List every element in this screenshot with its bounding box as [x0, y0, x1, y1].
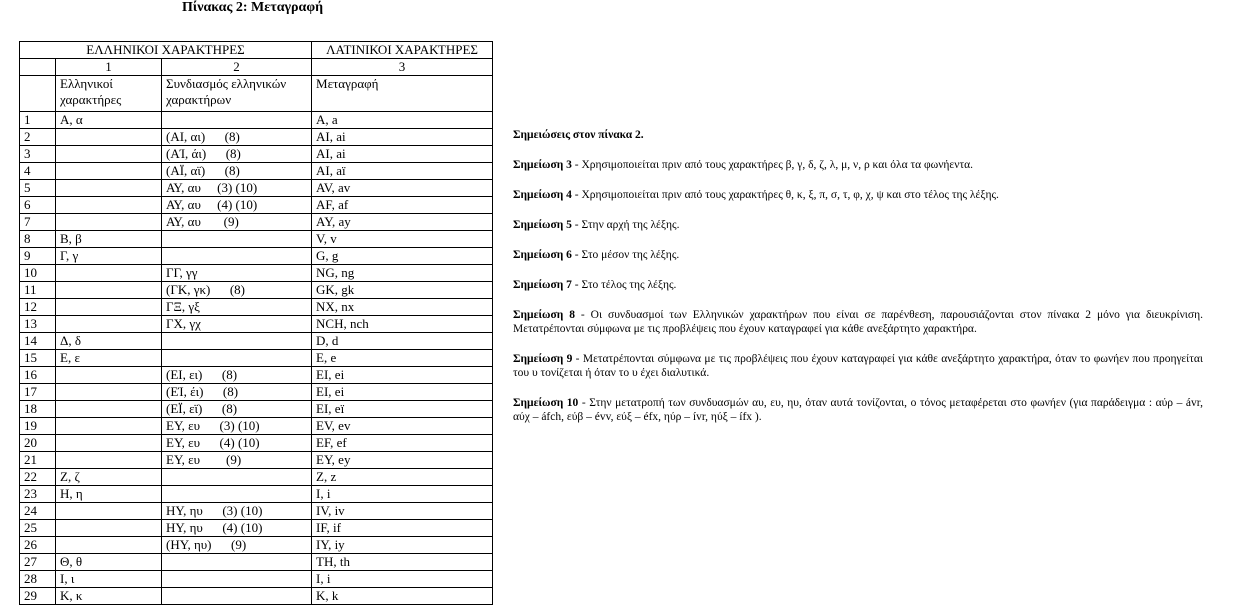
column-header-transliteration: Μεταγραφή	[312, 76, 493, 112]
row-number-cell: 5	[20, 180, 56, 197]
character-combination-cell: ΑΥ, αυ (3) (10)	[162, 180, 312, 197]
table-row	[20, 469, 493, 486]
character-combination-cell: ΓΓ, γγ	[162, 265, 312, 282]
note-text: - Στην μετατροπή των συνδυασμών αυ, ευ, ηυ, όταν αυτά τονίζονται, ο τόνος μεταφέρεται στο φωνήεν (για παράδειγμα : αύρ – ávr, αύχ – áfch, εύβ – évv, εύξ – éfx, ηύρ – ívr, ηύξ – ífx ).	[513, 397, 1203, 423]
table-row	[20, 520, 493, 537]
note-label: Σημείωση 10	[513, 397, 579, 409]
transliteration-cell: V, v	[312, 231, 493, 248]
character-combination-cell: (ΗΥ, ηυ) (9)	[162, 537, 312, 554]
greek-character-cell	[56, 452, 162, 469]
row-number-cell: 9	[20, 248, 56, 265]
character-combination-cell: (ΓΚ, γκ) (8)	[162, 282, 312, 299]
transliteration-cell: E, e	[312, 350, 493, 367]
note-text: - Μετατρέπονται σύμφωνα με τις προβλέψεις που έχουν καταγραφεί για κάθε ανεξάρτητο χαρακτήρα, όταν το φωνήεν που προηγείται του υ τονίζεται ή όταν το υ έχει διαλυτικά.	[513, 353, 1204, 379]
character-combination-cell: (ΑΙ, αι) (8)	[162, 129, 312, 146]
transliteration-cell: IV, iv	[312, 503, 493, 520]
table-row	[20, 350, 493, 367]
note-item	[513, 158, 1203, 172]
transliteration-table	[19, 41, 493, 605]
transliteration-cell: TH, th	[312, 554, 493, 571]
row-number-cell: 27	[20, 554, 56, 571]
character-combination-cell: ΕΥ, ευ (9)	[162, 452, 312, 469]
character-combination-cell: ΗΥ, ηυ (4) (10)	[162, 520, 312, 537]
greek-character-cell: Ζ, ζ	[56, 469, 162, 486]
transliteration-cell: EI, ei	[312, 384, 493, 401]
table-row	[20, 384, 493, 401]
table-row	[20, 112, 493, 129]
column-header-empty	[20, 76, 56, 112]
row-number-cell: 29	[20, 588, 56, 605]
row-number-cell: 26	[20, 537, 56, 554]
note-item	[513, 248, 1203, 262]
note-label: Σημείωση 6	[513, 249, 572, 261]
character-combination-cell: ΗΥ, ηυ (3) (10)	[162, 503, 312, 520]
note-text: - Στο τέλος της λέξης.	[571, 279, 677, 291]
table-row	[20, 367, 493, 384]
row-number-cell: 21	[20, 452, 56, 469]
greek-character-cell: Δ, δ	[56, 333, 162, 350]
group-header-latin: ΛΑΤΙΝΙΚΟΙ ΧΑΡΑΚΤΗΡΕΣ	[312, 42, 493, 59]
note-label: Σημείωση 8	[513, 309, 575, 321]
table-row	[20, 214, 493, 231]
row-number-cell: 12	[20, 299, 56, 316]
transliteration-cell: AY, ay	[312, 214, 493, 231]
transliteration-cell: GK, gk	[312, 282, 493, 299]
character-combination-cell: ΑΥ, αυ (9)	[162, 214, 312, 231]
note-text: - Στην αρχή της λέξης.	[571, 219, 680, 231]
transliteration-cell: EY, ey	[312, 452, 493, 469]
character-combination-cell	[162, 333, 312, 350]
character-combination-cell: (ΕΪ, εϊ) (8)	[162, 401, 312, 418]
table-column-header-row	[20, 76, 493, 112]
transliteration-cell: AI, aï	[312, 163, 493, 180]
group-header-greek: ΕΛΛΗΝΙΚΟΙ ΧΑΡΑΚΤΗΡΕΣ	[20, 42, 312, 59]
table-row	[20, 282, 493, 299]
row-number-cell: 25	[20, 520, 56, 537]
row-number-cell: 2	[20, 129, 56, 146]
transliteration-cell: AI, ai	[312, 129, 493, 146]
transliteration-cell: A, a	[312, 112, 493, 129]
character-combination-cell	[162, 571, 312, 588]
row-number-cell: 24	[20, 503, 56, 520]
character-combination-cell	[162, 588, 312, 605]
note-label: Σημείωση 5	[513, 219, 572, 231]
column-number-empty	[20, 59, 56, 76]
greek-character-cell	[56, 418, 162, 435]
row-number-cell: 14	[20, 333, 56, 350]
greek-character-cell: Α, α	[56, 112, 162, 129]
transliteration-cell: G, g	[312, 248, 493, 265]
greek-character-cell	[56, 316, 162, 333]
row-number-cell: 8	[20, 231, 56, 248]
greek-character-cell: Γ, γ	[56, 248, 162, 265]
table-row	[20, 248, 493, 265]
column-header-combinations: Συνδιασμός ελληνικών χαρακτήρων	[162, 76, 312, 112]
transliteration-cell: AF, af	[312, 197, 493, 214]
table-row	[20, 452, 493, 469]
column-number-3: 3	[312, 59, 493, 76]
table-row	[20, 316, 493, 333]
row-number-cell: 4	[20, 163, 56, 180]
transliteration-cell: AV, av	[312, 180, 493, 197]
column-number-1: 1	[56, 59, 162, 76]
row-number-cell: 10	[20, 265, 56, 282]
note-item	[513, 188, 1203, 202]
greek-character-cell	[56, 299, 162, 316]
character-combination-cell: ΑΥ, αυ (4) (10)	[162, 197, 312, 214]
transliteration-cell: NX, nx	[312, 299, 493, 316]
note-text: - Χρησιμοποιείται πριν από τους χαρακτήρες θ, κ, ξ, π, σ, τ, φ, χ, ψ και στο τέλος της λέξης.	[571, 189, 999, 201]
table-row	[20, 265, 493, 282]
table-group-header-row	[20, 42, 493, 59]
greek-character-cell: Κ, κ	[56, 588, 162, 605]
row-number-cell: 11	[20, 282, 56, 299]
greek-character-cell	[56, 520, 162, 537]
note-text: - Οι συνδυασμοί των Ελληνικών χαρακτήρων που είναι σε παρένθεση, παρουσιάζονται στον πίνακα 2 μόνο για διευκρίνιση. Μετατρέπονται σύμφωνα με τις προβλέψεις που έχουν καταγραφεί για κάθε ανεξάρτητο χαρακτήρα.	[513, 309, 1203, 335]
greek-character-cell	[56, 384, 162, 401]
note-item	[513, 278, 1203, 292]
character-combination-cell	[162, 486, 312, 503]
row-number-cell: 17	[20, 384, 56, 401]
transliteration-cell: NCH, nch	[312, 316, 493, 333]
character-combination-cell	[162, 554, 312, 571]
table-row	[20, 571, 493, 588]
row-number-cell: 22	[20, 469, 56, 486]
notes-heading: Σημειώσεις στον πίνακα 2.	[513, 129, 644, 141]
character-combination-cell: (ΕΊ, έι) (8)	[162, 384, 312, 401]
character-combination-cell	[162, 248, 312, 265]
greek-character-cell	[56, 537, 162, 554]
table-row	[20, 401, 493, 418]
note-label: Σημείωση 3	[513, 159, 572, 171]
row-number-cell: 15	[20, 350, 56, 367]
column-header-greek-characters: Ελληνικοί χαρακτήρες	[56, 76, 162, 112]
table-row	[20, 163, 493, 180]
table-row	[20, 129, 493, 146]
transliteration-cell: EF, ef	[312, 435, 493, 452]
row-number-cell: 7	[20, 214, 56, 231]
character-combination-cell: ΕΥ, ευ (4) (10)	[162, 435, 312, 452]
greek-character-cell	[56, 197, 162, 214]
table-row	[20, 537, 493, 554]
greek-character-cell: Θ, θ	[56, 554, 162, 571]
greek-character-cell: Ι, ι	[56, 571, 162, 588]
greek-character-cell	[56, 214, 162, 231]
transliteration-cell: NG, ng	[312, 265, 493, 282]
transliteration-cell: EV, ev	[312, 418, 493, 435]
note-item	[513, 218, 1203, 232]
transliteration-cell: IY, iy	[312, 537, 493, 554]
note-label: Σημείωση 7	[513, 279, 572, 291]
table-row	[20, 503, 493, 520]
note-text: - Στο μέσον της λέξης.	[571, 249, 680, 261]
row-number-cell: 20	[20, 435, 56, 452]
table-row	[20, 435, 493, 452]
row-number-cell: 6	[20, 197, 56, 214]
transliteration-cell: AI, ai	[312, 146, 493, 163]
row-number-cell: 28	[20, 571, 56, 588]
page-title: Πίνακας 2: Μεταγραφή	[182, 0, 324, 15]
character-combination-cell: ΓΧ, γχ	[162, 316, 312, 333]
table-row	[20, 418, 493, 435]
table-row	[20, 299, 493, 316]
transliteration-cell: IF, if	[312, 520, 493, 537]
table-row	[20, 231, 493, 248]
note-item	[513, 352, 1203, 380]
character-combination-cell: (ΕΙ, ει) (8)	[162, 367, 312, 384]
table-row	[20, 486, 493, 503]
note-text: - Χρησιμοποιείται πριν από τους χαρακτήρες β, γ, δ, ζ, λ, μ, ν, ρ και όλα τα φωνήεντα.	[571, 159, 973, 171]
character-combination-cell	[162, 469, 312, 486]
transliteration-cell: EI, ei	[312, 367, 493, 384]
table-row	[20, 554, 493, 571]
notes-section	[513, 128, 1203, 440]
greek-character-cell: Β, β	[56, 231, 162, 248]
greek-character-cell	[56, 503, 162, 520]
table-row	[20, 180, 493, 197]
table-row	[20, 333, 493, 350]
row-number-cell: 1	[20, 112, 56, 129]
character-combination-cell	[162, 350, 312, 367]
transliteration-cell: EI, eï	[312, 401, 493, 418]
greek-character-cell	[56, 146, 162, 163]
transliteration-cell: D, d	[312, 333, 493, 350]
transliteration-cell: I, i	[312, 486, 493, 503]
table-row	[20, 197, 493, 214]
character-combination-cell	[162, 112, 312, 129]
transliteration-cell: I, i	[312, 571, 493, 588]
character-combination-cell	[162, 231, 312, 248]
note-label: Σημείωση 9	[513, 353, 573, 365]
column-number-2: 2	[162, 59, 312, 76]
row-number-cell: 3	[20, 146, 56, 163]
table-row	[20, 588, 493, 605]
greek-character-cell	[56, 180, 162, 197]
greek-character-cell	[56, 265, 162, 282]
transliteration-cell: K, k	[312, 588, 493, 605]
note-label: Σημείωση 4	[513, 189, 572, 201]
greek-character-cell	[56, 367, 162, 384]
greek-character-cell	[56, 129, 162, 146]
note-item	[513, 308, 1203, 336]
greek-character-cell: Ε, ε	[56, 350, 162, 367]
row-number-cell: 13	[20, 316, 56, 333]
row-number-cell: 23	[20, 486, 56, 503]
note-item	[513, 396, 1203, 424]
table-row	[20, 146, 493, 163]
greek-character-cell	[56, 282, 162, 299]
row-number-cell: 18	[20, 401, 56, 418]
character-combination-cell: (ΑΪ, αϊ) (8)	[162, 163, 312, 180]
row-number-cell: 16	[20, 367, 56, 384]
character-combination-cell: ΓΞ, γξ	[162, 299, 312, 316]
character-combination-cell: ΕΥ, ευ (3) (10)	[162, 418, 312, 435]
transliteration-cell: Z, z	[312, 469, 493, 486]
greek-character-cell	[56, 435, 162, 452]
character-combination-cell: (ΑΊ, άι) (8)	[162, 146, 312, 163]
greek-character-cell	[56, 163, 162, 180]
greek-character-cell: Η, η	[56, 486, 162, 503]
greek-character-cell	[56, 401, 162, 418]
row-number-cell: 19	[20, 418, 56, 435]
table-column-number-row	[20, 59, 493, 76]
